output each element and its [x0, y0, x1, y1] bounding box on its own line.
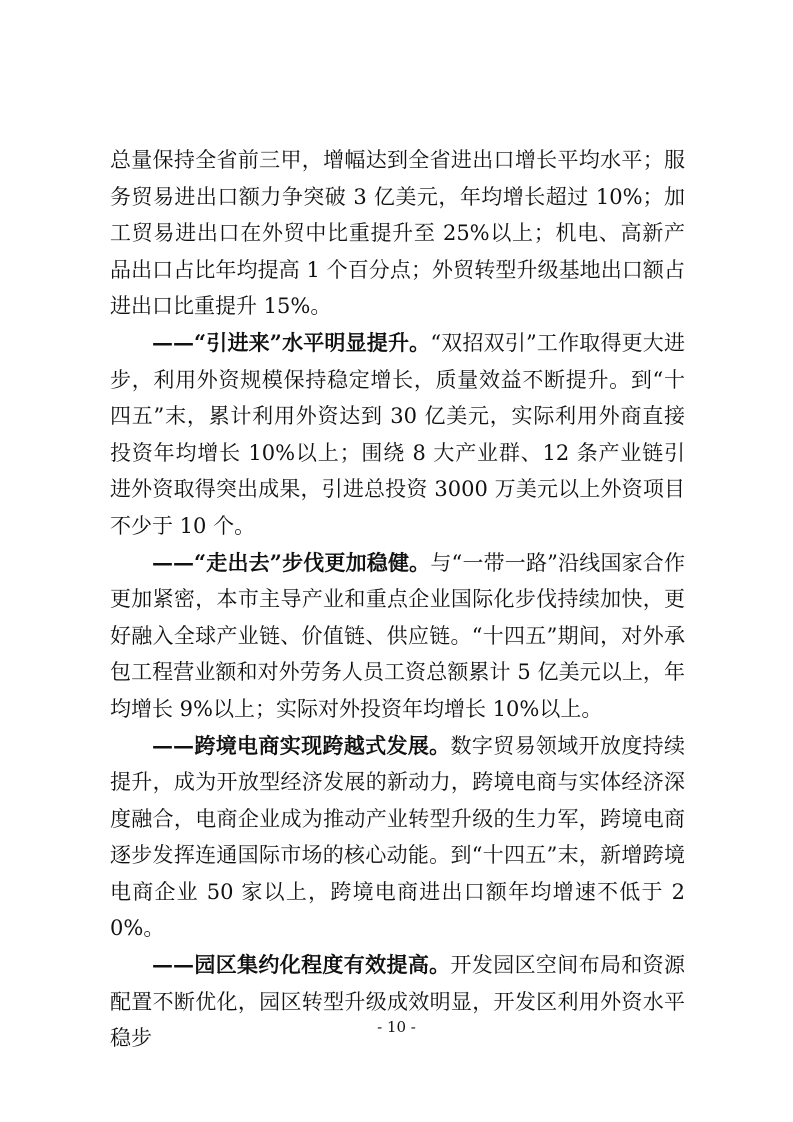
paragraph-heading: ——“引进来”水平明显提升。 [152, 329, 431, 355]
paragraph-industrial-parks [110, 947, 685, 1057]
paragraph-text: 开发园区空间布局和资源配置不断优化，园区转型升级成效明显，开发区利用外资水平稳步 [110, 953, 686, 1051]
paragraph-heading: ——跨境电商实现跨越式发展。 [152, 732, 451, 758]
paragraph-go-global [110, 545, 685, 728]
paragraph-continued [110, 142, 685, 325]
paragraph-heading: ——园区集约化程度有效提高。 [152, 952, 451, 978]
paragraph-bring-in [110, 325, 685, 545]
paragraph-text: 数字贸易领域开放度持续提升，成为开放型经济发展的新动力，跨境电商与实体经济深度融合，电商企业成为推动产业转型升级的生力军，跨境电商逐步发挥连通国际市场的核心动能。到“十四五”末，新增跨境电商企业 50 家以上，跨境电商进出口额年均增速不低于 20%。 [110, 733, 686, 941]
paragraph-text: “双招双引”工作取得更大进步，利用外资规模保持稳定增长，质量效益不断提升。到“十四五”末，累计利用外资达到 30 亿美元，实际利用外商直接投资年均增长 10%以上；围绕 8 大产业群、12 条产业链引进外资取得突出成果，引进总投资 3000 万美元以上外资项目不少于 10 个。 [110, 330, 685, 538]
paragraph-cross-border-ecommerce [110, 728, 685, 948]
document-body [110, 142, 685, 1057]
paragraph-text: 与“一带一路”沿线国家合作更加紧密，本市主导产业和重点企业国际化步伐持续加快，更好融入全球产业链、价值链、供应链。“十四五”期间，对外承包工程营业额和对外劳务人员工资总额累计 5 亿美元以上，年均增长 9%以上；实际对外投资年均增长 10%以上。 [110, 550, 685, 721]
page-number: - 10 - [377, 1018, 416, 1036]
paragraph-heading: ——“走出去”步伐更加稳健。 [152, 549, 431, 575]
paragraph-text: 总量保持全省前三甲，增幅达到全省进出口增长平均水平；服务贸易进出口额力争突破 3 亿美元，年均增长超过 10%；加工贸易进出口在外贸中比重提升至 25%以上；机电、高新产品出口占比年均提高 1 个百分点；外贸转型升级基地出口额占进出口比重提升 15%。 [110, 148, 685, 319]
